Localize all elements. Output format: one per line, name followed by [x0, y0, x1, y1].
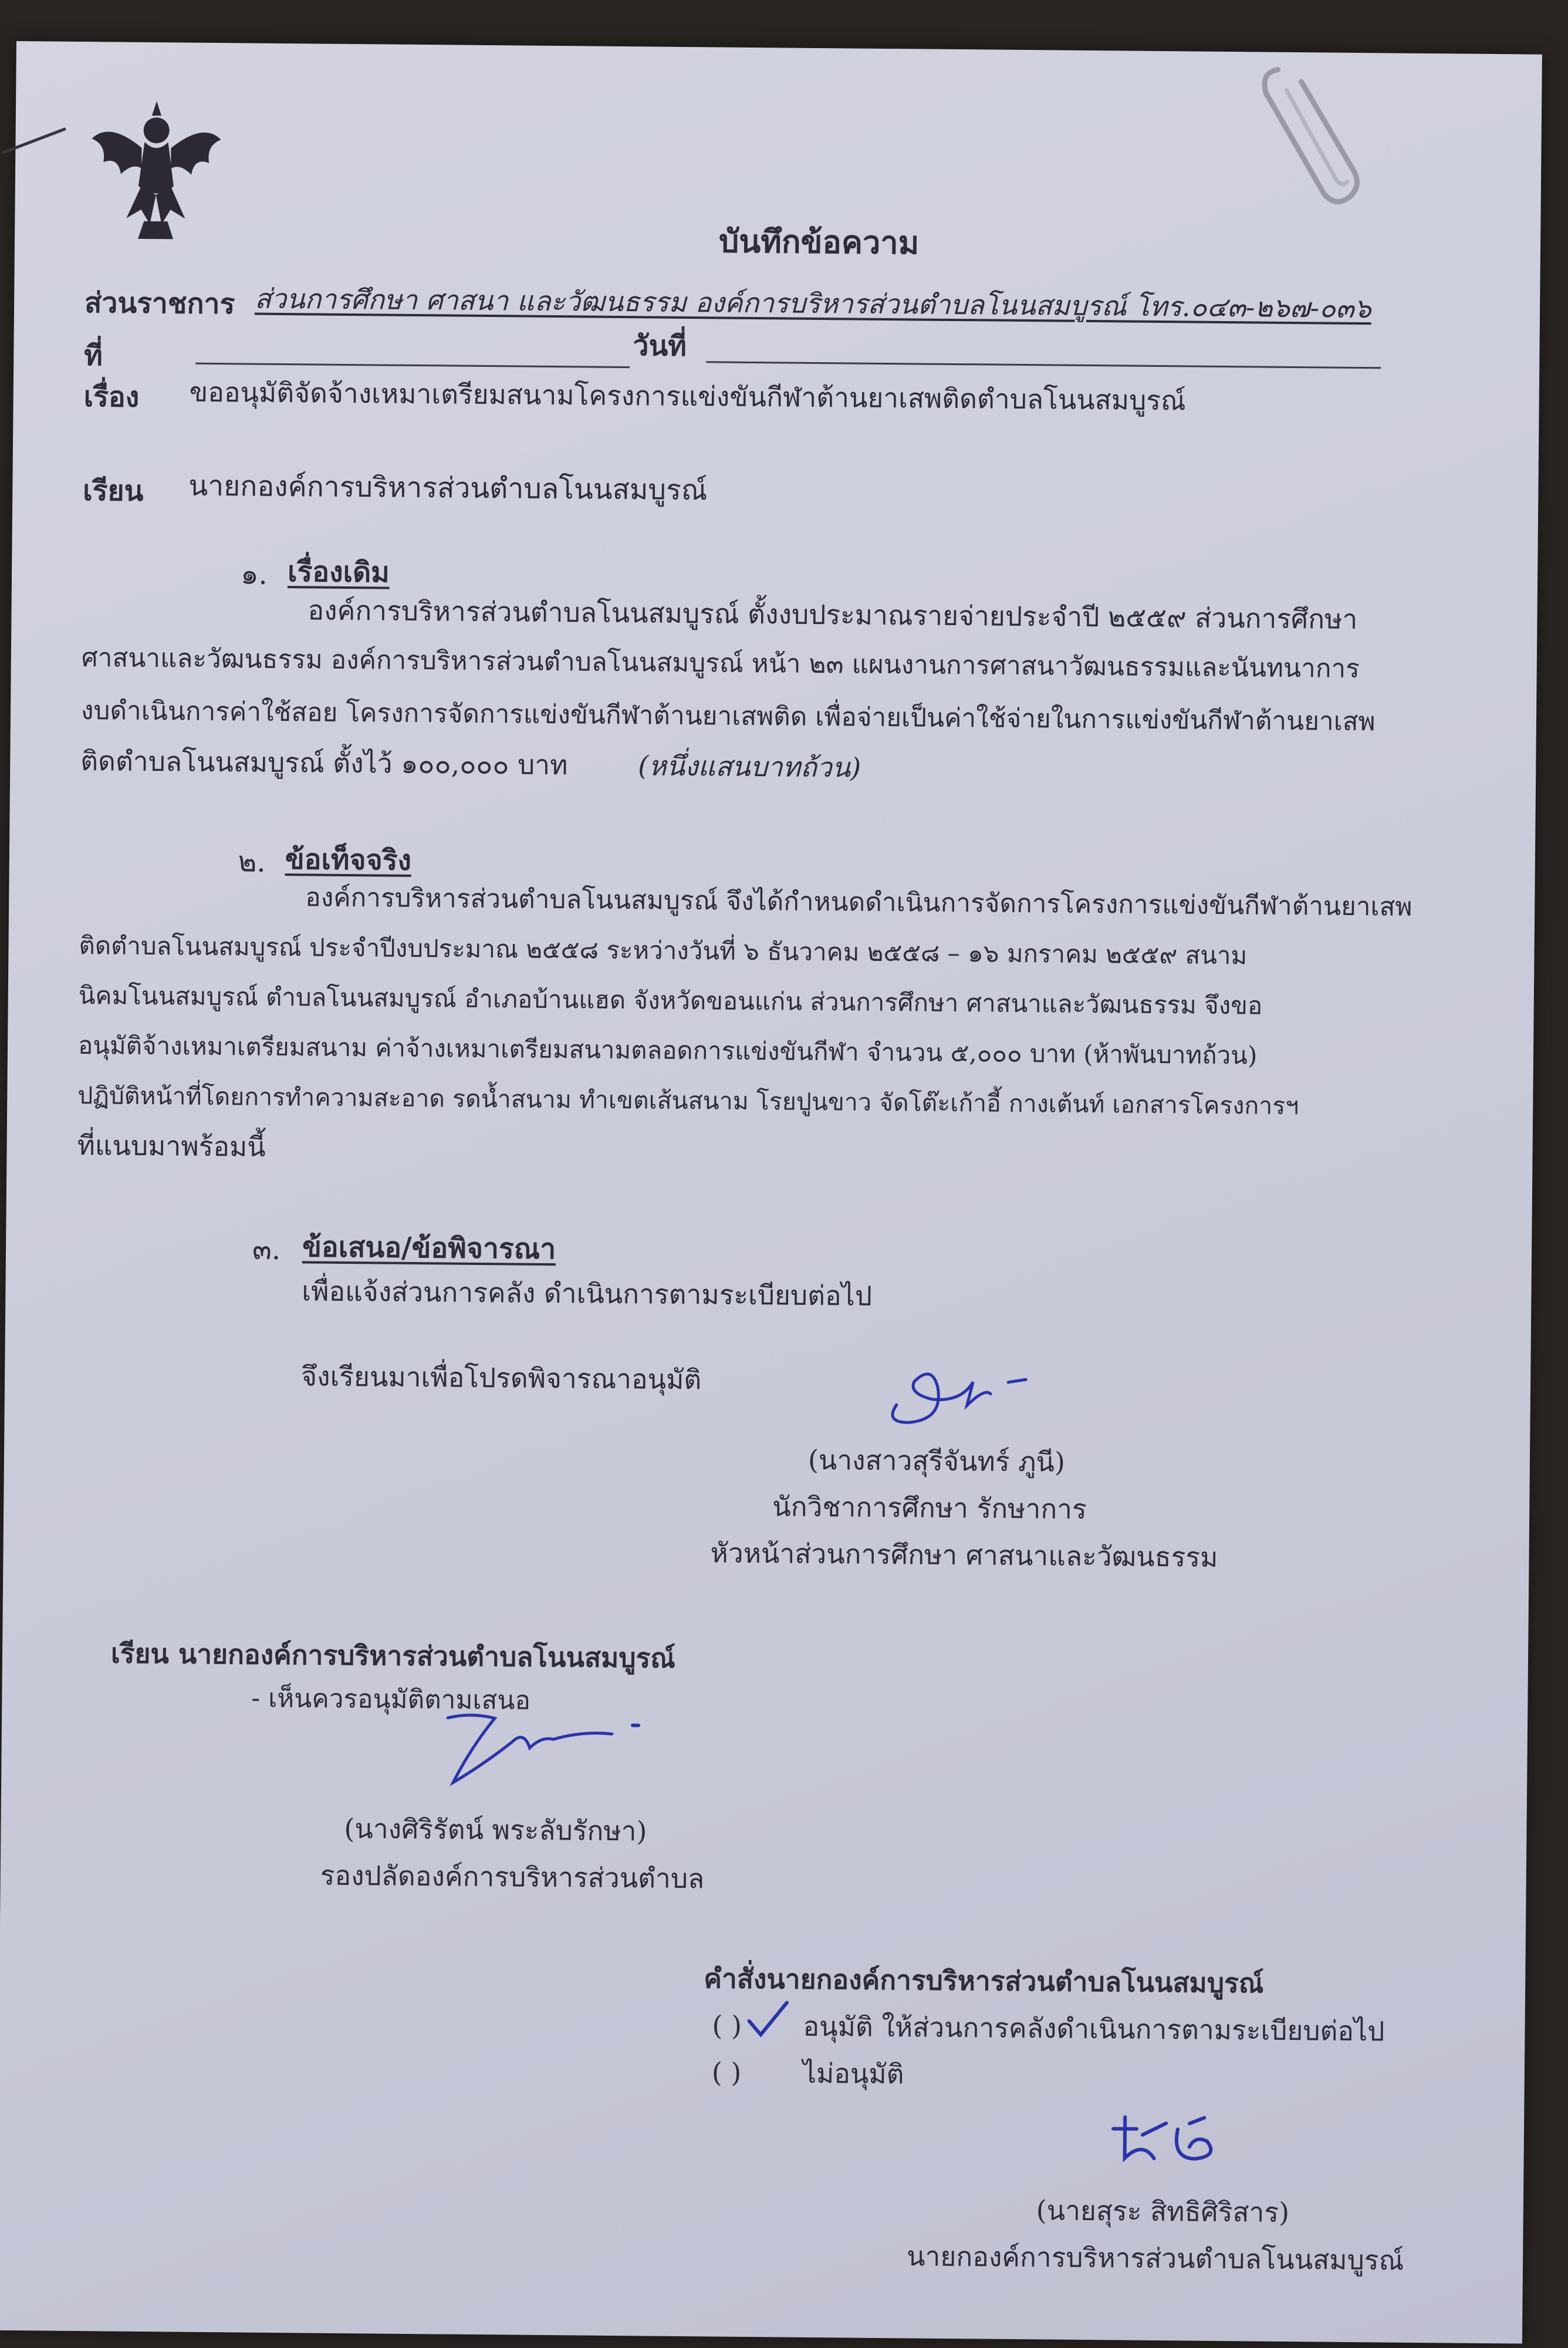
section-2-line: องค์การบริหารส่วนตำบลโนนสมบูรณ์ จึงได้กำหนดดำเนินการจัดการโครงการแข่งขันกีฬาต้านยาเสพ [305, 882, 1412, 922]
signer-1-name: (นางสาวสุรีจันทร์ ภูนี) [807, 1443, 1066, 1478]
section-2-number: ๒. [238, 845, 266, 879]
section-3-line: เพื่อแจ้งส่วนการคลัง ดำเนินการตามระเบียบต่อไป [302, 1275, 873, 1312]
order-option-2: ไม่อนุมัติ [802, 2057, 904, 2090]
section-1-line: ศาสนาและวัฒนธรรม องค์การบริหารส่วนตำบลโนนสมบูรณ์ หน้า ๒๓ แผนงานการศาสนาวัฒนธรรมและนันทนาการ [81, 643, 1360, 684]
signature-1 [873, 1346, 1049, 1436]
section-2-line: อนุมัติจ้างเหมาเตรียมสนาม ค่าจ้างเหมาเตรียมสนามตลอดการแข่งขันกีฬา จำนวน ๕,๐๐๐ บาท (ห้าพันบาทถ้วน) [77, 1030, 1258, 1070]
to-value: นายกองค์การบริหารส่วนตำบลโนนสมบูรณ์ [188, 469, 708, 507]
section-2-heading: ข้อเท็จจริง [285, 843, 412, 877]
order-option-1: อนุมัติ ให้ส่วนการคลังดำเนินการตามระเบียบต่อไป [803, 2010, 1385, 2047]
ref-label: ที่ [84, 339, 103, 373]
signer-1-title-1: นักวิชาการศึกษา รักษาการ [772, 1490, 1087, 1526]
section-1-heading: เรื่องเดิม [287, 555, 390, 589]
garuda-emblem-icon [85, 97, 227, 245]
section-2-line: ที่แนบมาพร้อมนี้ [77, 1129, 266, 1163]
order-option-2-box: ( ) [711, 2056, 742, 2089]
endorsement-to: เรียน นายกองค์การบริหารส่วนตำบลโนนสมบูรณ์ [110, 1637, 676, 1674]
agency-label: ส่วนราชการ [84, 286, 235, 321]
section-1-amount-words: (หนึ่งแสนบาทถ้วน) [638, 750, 861, 784]
paper-clip-icon [1253, 63, 1372, 205]
order-heading: คำสั่งนายกองค์การบริหารส่วนตำบลโนนสมบูรณ์ [704, 1962, 1264, 1999]
mayor-name: (นายสุระ สิทธิศิริสาร) [1036, 2194, 1290, 2229]
section-3-number: ๓. [252, 1233, 281, 1267]
closing-text: จึงเรียนมาเพื่อโปรดพิจารณาอนุมัติ [300, 1360, 702, 1396]
mayor-title: นายกองค์การบริหารส่วนตำบลโนนสมบูรณ์ [906, 2240, 1404, 2276]
endorsement-opinion: - เห็นควรอนุมัติตามเสนอ [251, 1683, 531, 1716]
section-2-line: นิคมโนนสมบูรณ์ ตำบลโนนสมบูรณ์ อำเภอบ้านแฮด จังหวัดขอนแก่น ส่วนการศึกษา ศาสนาและวัฒนธรรม จึงขอ [78, 980, 1263, 1020]
section-1-line: งบดำเนินการค่าใช้สอย โครงการจัดการแข่งขันกีฬาต้านยาเสพติด เพื่อจ่ายเป็นค่าใช้จ่ายในการแข่งขันกีฬาต้านยาเสพ [80, 696, 1376, 737]
subject-value: ขออนุมัติจัดจ้างเหมาเตรียมสนามโครงการแข่งขันกีฬาต้านยาเสพติดตำบลโนนสมบูรณ์ [189, 376, 1186, 417]
checkmark-icon [744, 1996, 792, 2044]
endorser-title: รองปลัดองค์การบริหารส่วนตำบล [320, 1859, 705, 1895]
endorser-name: (นางศิริรัตน์ พระลับรักษา) [344, 1812, 647, 1847]
signature-2 [435, 1694, 659, 1796]
date-label: วันที่ [633, 329, 687, 363]
section-2-line: ติดตำบลโนนสมบูรณ์ ประจำปีงบประมาณ ๒๕๕๘ ระหว่างวันที่ ๖ ธันวาคม ๒๕๕๘ – ๑๖ มกราคม ๒๕๕๙ สนาม [79, 930, 1248, 970]
memo-paper [0, 41, 1542, 2344]
section-1-number: ๑. [240, 558, 268, 591]
signer-1-title-2: หัวหน้าส่วนการศึกษา ศาสนาและวัฒนธรรม [710, 1537, 1218, 1573]
to-label: เรียน [83, 474, 144, 508]
order-option-1-box: ( ) [712, 2009, 742, 2042]
section-1-line: องค์การบริหารส่วนตำบลโนนสมบูรณ์ ตั้งงบประมาณรายจ่ายประจำปี ๒๕๕๙ ส่วนการศึกษา [307, 594, 1358, 635]
section-1-line: ติดตำบลโนนสมบูรณ์ ตั้งไว้ ๑๐๐,๐๐๐ บาท [80, 745, 568, 781]
section-2-line: ปฏิบัติหน้าที่โดยการทำความสะอาด รดน้ำสนาม ทำเขตเส้นสนาม โรยปูนขาว จัดโต๊ะเก้าอี้ กางเต้นท์ เอกสารโครงการฯ [77, 1081, 1299, 1121]
agency-value: ส่วนการศึกษา ศาสนา และวัฒนธรรม องค์การบริหารส่วนตำบลโนนสมบูรณ์ โทร.๐๔๓-๒๖๗-๐๓๖ [254, 282, 1372, 325]
ref-blank-line [195, 363, 630, 368]
signature-3 [1101, 2105, 1242, 2182]
memo-title: บันทึกข้อความ [718, 222, 920, 262]
subject-label: เรื่อง [83, 380, 140, 414]
pen-stroke-mark [0, 123, 70, 158]
date-blank-line [706, 361, 1381, 369]
section-3-heading: ข้อเสนอ/ข้อพิจารณา [302, 1230, 556, 1266]
